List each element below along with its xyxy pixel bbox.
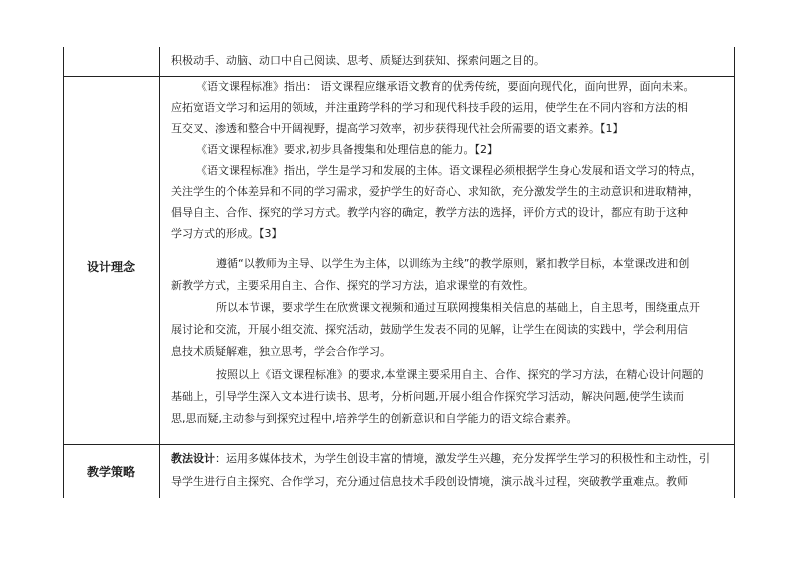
design-line: 息技术质疑解难，独立思考，学会合作学习。 (171, 345, 391, 358)
strategy-line-2: 导学生进行自主探究、合作学习，充分通过信息技术手段创设情境，演示战斗过程，突破教学重难点。教师 (171, 475, 688, 488)
design-line: 新教学方式，主要采用自主、合作、探究的学习方法，追求课堂的有效性。 (171, 279, 534, 292)
intro-text: 积极动手、动脑、动口中自己阅读、思考、质疑达到获知、探索问题之目的。 (171, 54, 545, 67)
strategy-text: ：运用多媒体技术，为学生创设丰富的情境，激发学生兴趣，充分发挥学生学习的积极性和主动性，引 (215, 452, 710, 465)
design-line: 《语文课程标准》要求,初步具备搜集和处理信息的能力。【2】 (196, 143, 498, 156)
teaching-strategy-label: 教学策略 (86, 465, 135, 479)
design-line: 《语文课程标准》指出： 语文课程应继承语文教育的优秀传统，要面向现代化，面向世界，面向未来。 (196, 80, 695, 93)
design-line: 倡导自主、合作、探究的学习方式。教学内容的确定，教学方法的选择，评价方式的设计，都应有助于这种 (171, 206, 688, 219)
design-line: 展讨论和交流，开展小组交流、探究活动，鼓励学生发表不同的见解，让学生在阅读的实践中，学会利用信 (171, 323, 688, 336)
design-line: 思,思而疑,主动参与到探究过程中,培养学生的创新意识和自学能力的语文综合素养。 (171, 412, 578, 425)
design-concept-label: 设计理念 (86, 260, 135, 274)
design-line: 基础上，引导学生深入文本进行读书、思考，分析问题,开展小组合作探究学习活动，解决问题,使学生读而 (171, 390, 684, 403)
teaching-method-heading: 教法设计 (171, 452, 215, 465)
row-divider-2 (63, 444, 735, 445)
strategy-line-1 (171, 448, 710, 469)
lesson-plan-table (63, 47, 735, 498)
design-line: 关注学生的个体差异和不同的学习需求，爱护学生的好奇心、求知欲，充分激发学生的主动意识和进取精神， (171, 185, 699, 198)
column-divider (159, 47, 160, 498)
design-line: 按照以上《语文课程标准》的要求,本堂课主要采用自主、合作、探究的学习方法，在精心设计问题的 (216, 368, 704, 381)
design-line: 《语文课程标准》指出，学生是学习和发展的主体。语文课程必须根据学生身心发展和语文学习的特点， (196, 164, 702, 177)
design-line: 学习方式的形成。【3】 (171, 227, 283, 240)
design-line: 互交叉、渗透和整合中开阔视野，提高学习效率，初步获得现代社会所需要的语文素养。【1】 (171, 122, 624, 135)
design-line: 应拓宽语文学习和运用的领域，并注重跨学科的学习和现代科技手段的运用，使学生在不同内容和方法的相 (171, 101, 688, 114)
table-border-right (734, 47, 735, 498)
design-line: 遵循“以教师为主导、以学生为主体，以训练为主线”的教学原则，紧扣教学目标，本堂课改进和创 (216, 257, 690, 270)
design-line: 所以本节课，要求学生在欣赏课文视频和通过互联网搜集相关信息的基础上，自主思考，围绕重点开 (216, 301, 700, 314)
